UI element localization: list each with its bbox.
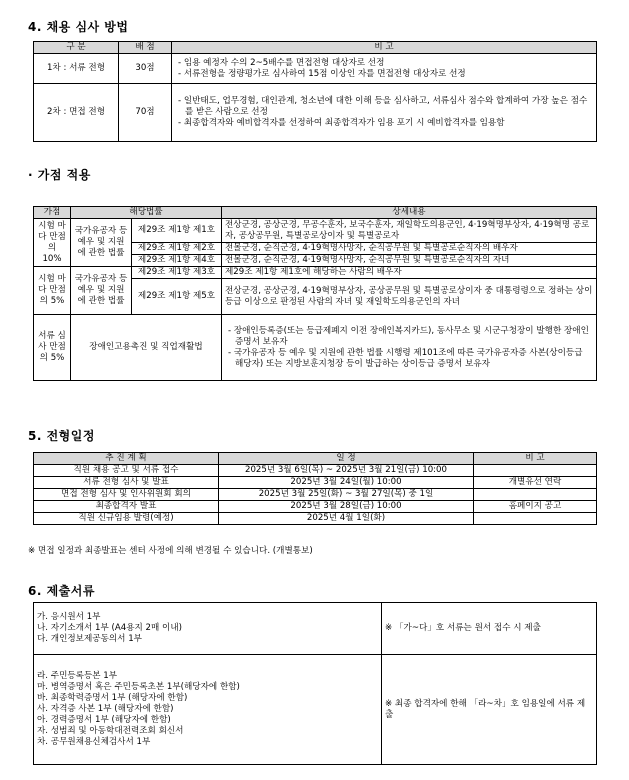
documents-table xyxy=(33,602,597,765)
detail-cell: 전몰군경, 순직군경, 4·19혁명사망자, 순직공무원 및 특별공로순직자의 자녀 xyxy=(222,255,597,267)
bonus-label: 시험 마다 만점의 10% xyxy=(34,219,71,267)
header-date: 일 정 xyxy=(219,453,474,465)
law-name: 국가유공자 등 예우 및 지원에 관한 법률 xyxy=(71,219,132,267)
score-cell: 70점 xyxy=(119,84,172,142)
document-item: 사. 자격증 사본 1부 (해당자에 한함) xyxy=(37,704,174,714)
note-line: - 임용 예정자 수의 2~5배수를 면접전형 대상자로 선정 xyxy=(178,57,385,68)
remark-cell: 홈페이지 공고 xyxy=(474,501,597,513)
table-row xyxy=(34,477,597,489)
detail-cell: 전상군경, 공상군경, 4·19혁명부상자, 공상공무원 및 특별공로상이자 중 대통령령으로 정하는 상이등급 이상으로 판정된 사람의 자녀 및 재일학도의용군인의 자녀 xyxy=(222,279,597,315)
plan-cell: 직원 채용 공고 및 서류 접수 xyxy=(34,465,219,477)
remark-cell: 개별유선 연락 xyxy=(474,477,597,489)
bonus-label: 서류 심사 만점의 5% xyxy=(34,315,71,381)
schedule-table xyxy=(33,452,597,525)
date-cell: 2025년 3월 25일(화) ~ 3월 27일(목) 중 1일 xyxy=(219,489,474,501)
clause-cell: 제29조 제1항 제3호 xyxy=(132,267,222,279)
clause-cell: 제29조 제1항 제5호 xyxy=(132,279,222,315)
date-cell: 2025년 3월 28일(금) 10:00 xyxy=(219,501,474,513)
note-line: - 일반태도, 업무경험, 대인관계, 청소년에 대한 이해 등을 심사하고, 서류심사 점수와 합계하여 가장 높은 점수를 받은 사람으로 선정 xyxy=(178,96,588,117)
header-note: 비 고 xyxy=(172,42,597,54)
section4-title: 4. 채용 심사 방법 xyxy=(28,20,129,34)
detail-cell: 제29조 제1항 제1호에 해당하는 사람의 배우자 xyxy=(222,267,597,279)
document-item: 자. 성범죄 및 아동학대전력조회 회신서 xyxy=(37,726,184,736)
header-remark: 비 고 xyxy=(474,453,597,465)
date-cell: 2025년 3월 24일(월) 10:00 xyxy=(219,477,474,489)
plan-cell: 면접 전형 심사 및 인사위원회 회의 xyxy=(34,489,219,501)
stage-cell: 1차 : 서류 전형 xyxy=(34,54,119,84)
bonus-label: 시험 마다 만점의 5% xyxy=(34,267,71,315)
document-item: 가. 응시원서 1부 xyxy=(37,612,101,622)
law-name: 장애인고용촉진 및 직업재활법 xyxy=(71,315,222,381)
table-row xyxy=(34,84,597,142)
remark-cell xyxy=(474,465,597,477)
law-name: 국가유공자 등 예우 및 지원에 관한 법률 xyxy=(71,267,132,315)
header-bonus: 가점 xyxy=(34,207,71,219)
date-cell: 2025년 3월 6일(목) ~ 2025년 3월 21일(금) 10:00 xyxy=(219,465,474,477)
submission-note: ※ 「가~다」호 서류는 원서 접수 시 제출 xyxy=(382,603,597,655)
remark-cell xyxy=(474,513,597,525)
clause-cell: 제29조 제1항 제4호 xyxy=(132,255,222,267)
stage-cell: 2차 : 면접 전형 xyxy=(34,84,119,142)
document-item: 바. 최종학력증명서 1부 (해당자에 한함) xyxy=(37,693,188,703)
table-row xyxy=(34,501,597,513)
table-row xyxy=(34,513,597,525)
bonus-table xyxy=(33,206,597,381)
note-line: - 서류전형을 정량평가로 심사하여 15점 이상인 자를 면접전형 대상자로 선정 xyxy=(178,68,466,79)
plan-cell: 최종합격자 발표 xyxy=(34,501,219,513)
screening-table xyxy=(33,41,597,142)
note-line: - 최종합격자와 예비합격자를 선정하여 최종합격자가 임용 포기 시 예비합격자를 임용함 xyxy=(178,118,505,128)
table-row xyxy=(34,54,597,84)
date-cell: 2025년 4월 1일(화) xyxy=(219,513,474,525)
header-plan: 추 진 계 획 xyxy=(34,453,219,465)
document-item: 나. 자기소개서 1부 (A4용지 2매 이내) xyxy=(37,623,182,633)
score-cell: 30점 xyxy=(119,54,172,84)
section5-title: 5. 전형일정 xyxy=(28,429,95,443)
plan-cell: 서류 전형 심사 및 발표 xyxy=(34,477,219,489)
clause-cell: 제29조 제1항 제1호 xyxy=(132,219,222,243)
schedule-footnote: ※ 면접 일정과 최종발표는 센터 사정에 의해 변경될 수 있습니다. (개별통보) xyxy=(28,546,313,556)
bonus-title: · 가점 적용 xyxy=(28,168,91,182)
detail-line: - 장애인등록증(또는 등급제폐지 이전 장애인복지카드), 동사무소 및 시군구청장이 발행한 장애인증명서 보유자 xyxy=(228,325,589,347)
detail-cell: 전몰군경, 순직군경, 4·19혁명사망자, 순직공무원 및 특별공로순직자의 배우자 xyxy=(222,243,597,255)
document-item: 라. 주민등록등본 1부 xyxy=(37,671,118,681)
remark-cell xyxy=(474,489,597,501)
document-item: 차. 공무원채용신체검사서 1부 xyxy=(37,737,151,747)
document-item: 마. 병역증명서 혹은 주민등록초본 1부(해당자에 한함) xyxy=(37,682,240,692)
header-detail: 상세내용 xyxy=(222,207,597,219)
detail-line: - 국가유공자 등 예우 및 지원에 관한 법률 시행령 제101조에 따른 국가유공자증 사본(상이등급 해당자) 또는 지방보훈지청장 등이 발급하는 상이등급 증명서 보유자 xyxy=(228,347,583,369)
submission-note: ※ 최종 합격자에 한해 「라~차」호 임용일에 서류 제출 xyxy=(382,655,597,765)
detail-cell: 전상군경, 공상군경, 무공수훈자, 보국수훈자, 재일학도의용군인, 4·19혁명부상자, 4·19혁명 공로자, 공상공무원, 특별공로상이자 및 특별공로자 xyxy=(222,219,597,243)
section6-title: 6. 제출서류 xyxy=(28,584,95,598)
plan-cell: 직원 신규임용 발령(예정) xyxy=(34,513,219,525)
header-stage: 구 분 xyxy=(34,42,119,54)
header-score: 배 점 xyxy=(119,42,172,54)
table-row xyxy=(34,465,597,477)
document-item: 다. 개인정보제공동의서 1부 xyxy=(37,634,142,644)
clause-cell: 제29조 제1항 제2호 xyxy=(132,243,222,255)
document-item: 아. 경력증명서 1부 (해당자에 한함) xyxy=(37,715,171,725)
table-row xyxy=(34,489,597,501)
header-law: 해당법률 xyxy=(71,207,222,219)
